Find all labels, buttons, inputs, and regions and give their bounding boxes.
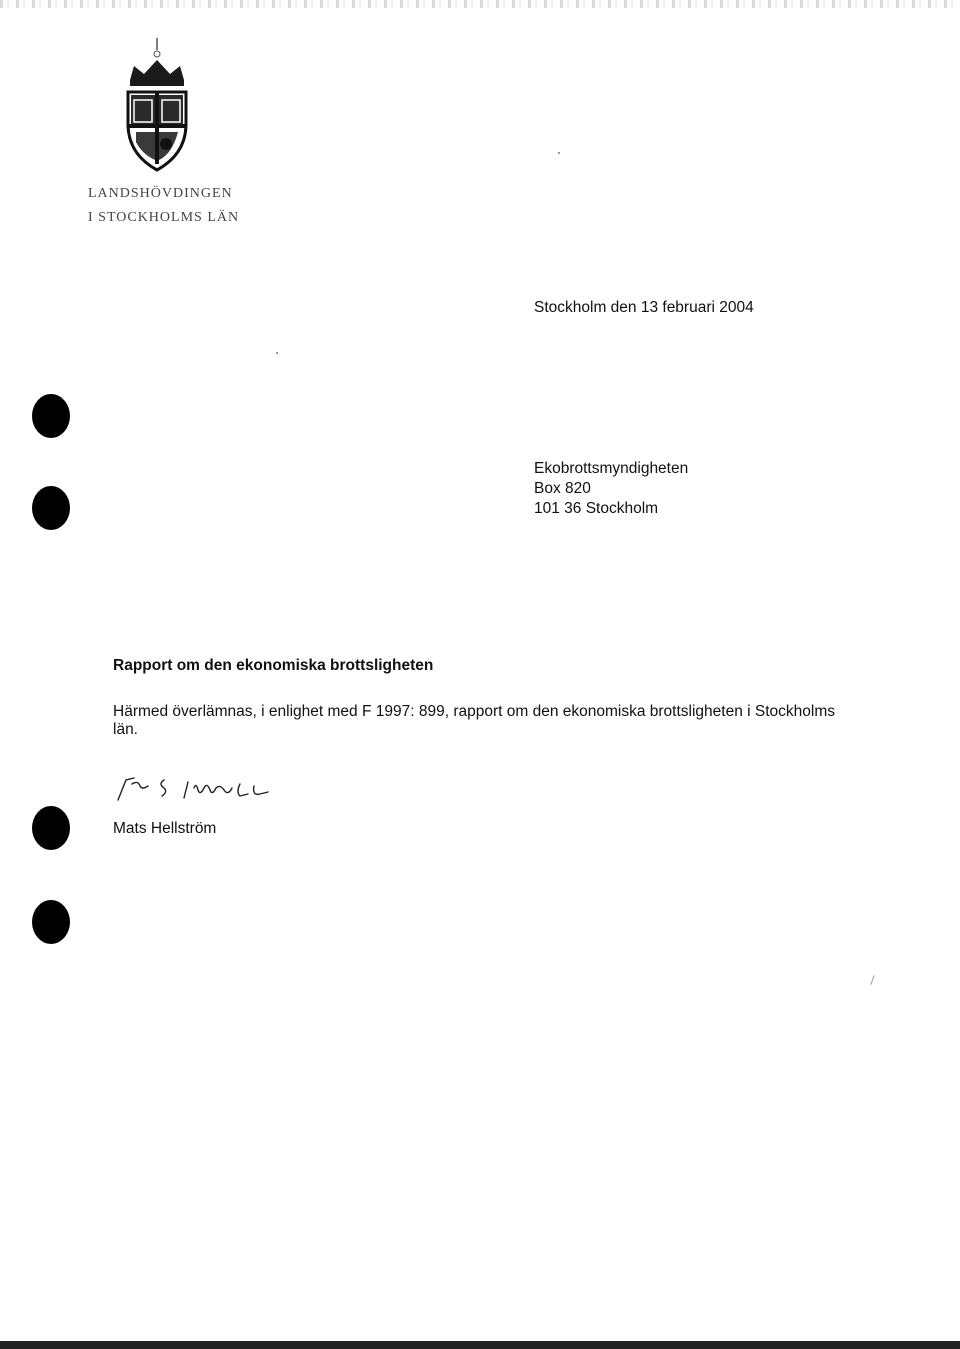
- handwritten-signature: [112, 770, 292, 810]
- scan-edge-bottom: [0, 1341, 960, 1349]
- coat-of-arms-emblem: [122, 36, 196, 176]
- letter-body: Härmed överlämnas, i enlighet med F 1997: 899, rapport om den ekonomiska brottsligheten i Stockholms län.: [113, 703, 835, 738]
- punch-hole: [32, 900, 70, 944]
- punch-hole: [32, 806, 70, 850]
- signer-name: Mats Hellström: [113, 820, 217, 837]
- punch-hole: [32, 394, 70, 438]
- letter-subject: Rapport om den ekonomiska brottsligheten: [113, 657, 434, 674]
- issuing-authority-line-1: LANDSHÖVDINGEN: [88, 186, 233, 201]
- scan-speck: [276, 352, 278, 354]
- letter-date: Stockholm den 13 februari 2004: [534, 299, 754, 316]
- recipient-name: Ekobrottsmyndigheten: [534, 460, 689, 477]
- issuing-authority-line-2: I STOCKHOLMS LÄN: [88, 210, 240, 225]
- scan-speck: [870, 975, 874, 985]
- scan-speck: [558, 152, 560, 154]
- scan-edge-top: [0, 0, 960, 8]
- recipient-postal-address: 101 36 Stockholm: [534, 500, 659, 517]
- punch-hole: [32, 486, 70, 530]
- recipient-box: Box 820: [534, 480, 591, 497]
